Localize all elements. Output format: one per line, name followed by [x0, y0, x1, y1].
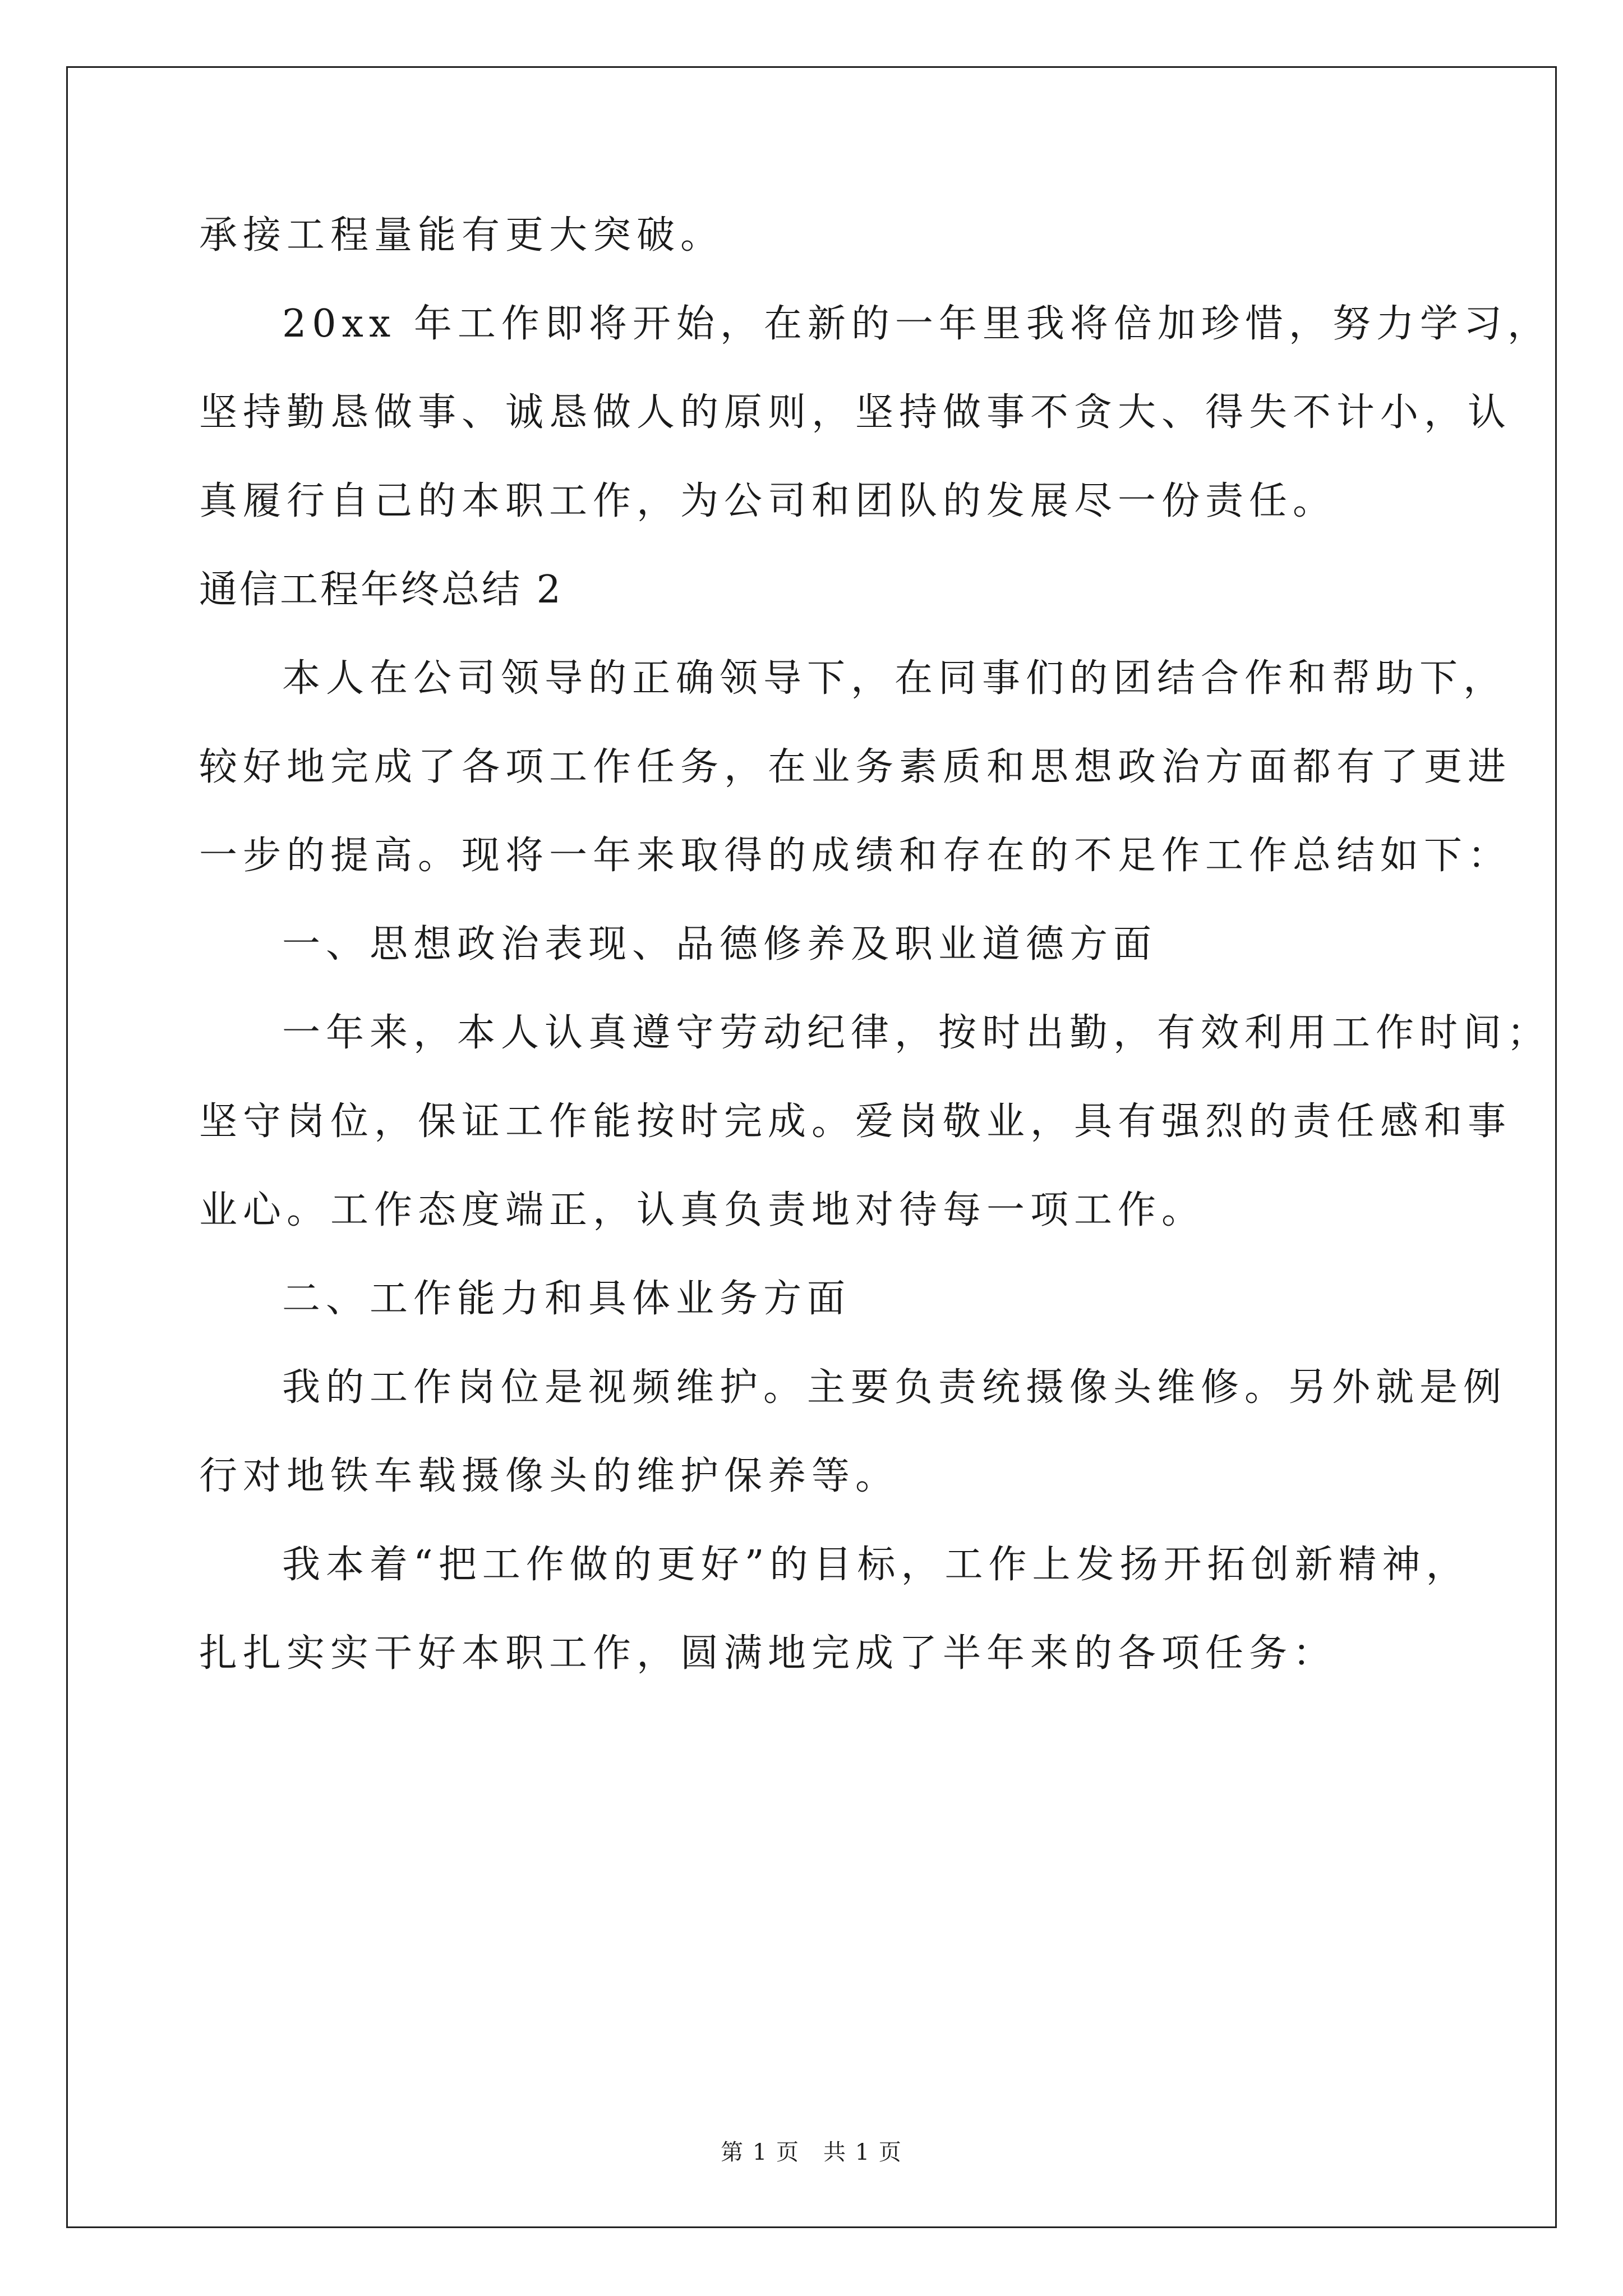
- text-line: 承接工程量能有更大突破。: [199, 213, 725, 257]
- subsection-heading: 一、思想政治表现、品德修养及职业道德方面: [282, 922, 1158, 967]
- text-line: 业心。工作态度端正，认真负责地对待每一项工作。: [199, 1188, 1206, 1232]
- text-line: 坚持勤恳做事、诚恳做人的原则，坚持做事不贪大、得失不计小，认: [199, 390, 1512, 435]
- paragraph-start: 20xx 年工作即将开始，在新的一年里我将倍加珍惜，努力学习，: [282, 302, 1551, 346]
- section-heading: 通信工程年终总结 2: [199, 568, 563, 612]
- page-footer: 第 1 页 共 1 页: [721, 2139, 902, 2165]
- paragraph-start: 我的工作岗位是视频维护。主要负责统摄像头维修。另外就是例: [282, 1365, 1507, 1410]
- paragraph-start: 本人在公司领导的正确领导下，在同事们的团结合作和帮助下，: [282, 656, 1507, 701]
- text-line: 真履行自己的本职工作，为公司和团队的发展尽一份责任。: [199, 479, 1337, 523]
- paragraph-start: 一年来，本人认真遵守劳动纪律，按时出勤，有效利用工作时间；: [282, 1011, 1551, 1055]
- subsection-heading: 二、工作能力和具体业务方面: [282, 1277, 851, 1321]
- text-line: 一步的提高。现将一年来取得的成绩和存在的不足作工作总结如下：: [199, 834, 1512, 878]
- text-line: 坚守岗位，保证工作能按时完成。爱岗敬业，具有强烈的责任感和事: [199, 1099, 1512, 1144]
- paragraph-start: 我本着“把工作做的更好”的目标，工作上发扬开拓创新精神，: [282, 1543, 1470, 1587]
- text-line: 较好地完成了各项工作任务，在业务素质和思想政治方面都有了更进: [199, 745, 1512, 789]
- text-line: 行对地铁车载摄像头的维护保养等。: [199, 1454, 900, 1498]
- text-line: 扎扎实实干好本职工作，圆满地完成了半年来的各项任务：: [199, 1631, 1337, 1676]
